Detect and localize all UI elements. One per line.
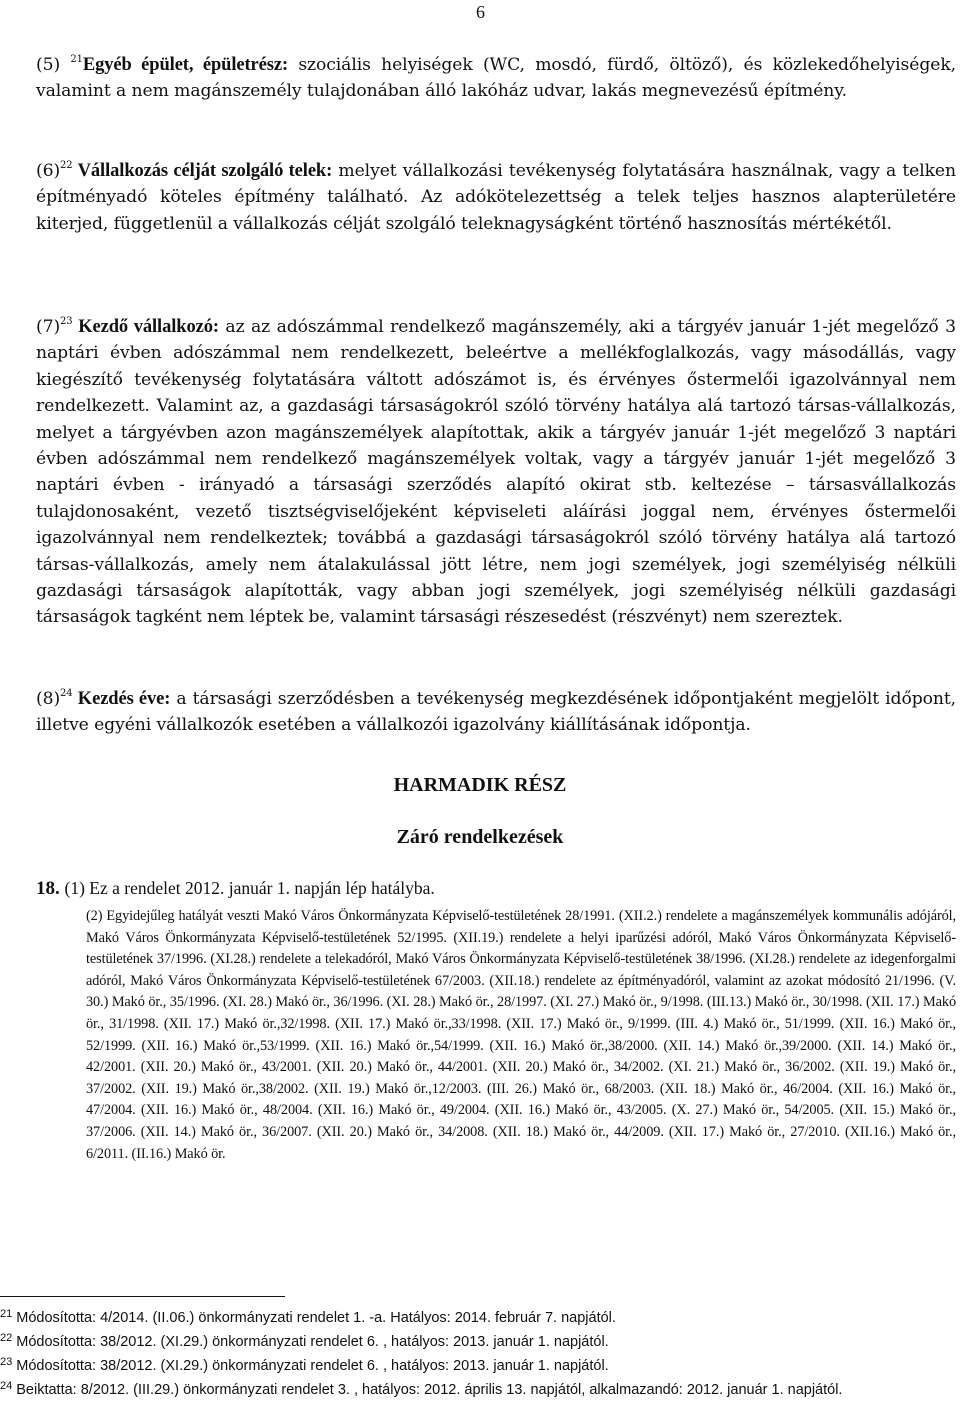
paragraph-5 (36, 52, 956, 105)
paragraph-6-label: (6) (36, 161, 61, 181)
footnote-number: 22 (0, 1332, 13, 1344)
footnote-text: Beiktatta: 8/2012. (III.29.) önkormányzati rendelet 3. , hatályos: 2012. április 13. napjától, alkalmazandó: 2012. január 1. napjától. (16, 1382, 843, 1398)
footnote-ref-22[interactable]: 22 (60, 160, 73, 171)
paragraph-6 (36, 158, 956, 237)
paragraph-7-text: az az adószámmal rendelkező magánszemély, aki a tárgyév január 1-jét megelőző 3 naptári évben adószámmal nem rendelkezett, beleértve a mellékfoglalkozás, vagy másodállás, vagy kiegészítő tevékenység folytatására váltott adószámot is, és érvényes őstermelői igazolvánnyal nem rendelkezett. Valamint az, a gazdasági társaságokról szóló törvény hatálya alá tartozó társas-vállalkozás, melyet a tárgyévben azon magánszemélyek alapítottak, akik a tárgyév január 1-jét megelőző 3 naptári évben adószámmal nem rendelkező magánszemélyek voltak, vagy a tárgyév január 1-jét megelőző 3 naptári évben - irányadó a társasági szerződés alapító okirat stb. keltezése – társasvállalkozás tulajdonosaként, vezető tisztségviselőjeként képviseleti aláírási joggal nem, érvényes őstermelői igazolvánnyal nem rendelkeztek; továbbá a gazdasági társaságokról szóló törvény hatálya alá tartozó társas-vállalkozás, amely nem átalakulással jött létre, nem jogi személyek, jogi személyiség nélküli gazdasági társaságok alapították, vagy abban jogi személyek, jogi személyiség nélküli gazdasági társaságok tagként nem léptek be, valamint társasági részesedést (részvényt) nem szereztek. (36, 317, 956, 628)
footnote-ref-23[interactable]: 23 (60, 316, 73, 327)
chapter-heading: Záró rendelkezések (396, 826, 564, 848)
footnote-divider (0, 1296, 285, 1297)
footnote-text: Módosította: 38/2012. (XI.29.) önkormányzati rendelet 6. , hatályos: 2013. január 1. napjától. (16, 1334, 609, 1350)
part-heading: HARMADIK RÉSZ (393, 774, 567, 796)
paragraph-8-text: a társasági szerződésben a tevékenység megkezdésének időpontjaként megjelölt időpont, illetve egyéni vállalkozók esetében a vállalkozói igazolvány kiállításának időpontja. (36, 689, 956, 736)
paragraph-5-label: (5) (36, 55, 71, 75)
footnote-22 (0, 1330, 956, 1354)
paragraph-8 (36, 686, 956, 739)
footnote-ref-24[interactable]: 24 (60, 688, 73, 699)
footnote-ref-21[interactable]: 21 (70, 54, 83, 65)
footnote-23 (0, 1354, 956, 1378)
footnote-text: Módosította: 38/2012. (XI.29.) önkormányzati rendelet 6. , hatályos: 2013. január 1. napjától. (16, 1358, 609, 1374)
section-18-item-2: (2) Egyidejűleg hatályát veszti Makó Város Önkormányzata Képviselő-testületének 28/1991. (XII.2.) rendelete a magánszemélyek kommunális adójáról, Makó Város Önkormányzata Képviselő-testületének 52/1995. (XII.19.) rendelete a helyi iparűzési adóról, Makó Város Önkormányzata Képviselő-testületének 37/1996. (XI.28.) rendelete a telekadóról, Makó Város Önkormányzata Képviselő-testületének 38/1996. (XI.28.) rendelete az idegenforgalmi adóról, Makó Város Önkormányzata Képviselő-testületének 67/2003. (XII.18.) rendelete az építményadóról, valamint az azokat módosító 21/1996. (V. 30.) Makó ör., 35/1996. (XI. 28.) Makó ör., 36/1996. (XI. 28.) Makó ör., 28/1997. (XI. 27.) Makó ör., 9/1998. (III.13.) Makó ör., 30/1998. (XII. 17.) Makó ör., 31/1998. (XII. 17.) Makó ör.,32/1998. (XII. 17.) Makó ör.,33/1998. (XII. 17.) Makó ör., 9/1999. (III. 4.) Makó ör., 51/1999. (XII. 16.) Makó ör., 52/1999. (XII. 16.) Makó ör.,53/1999. (XII. 16.) Makó ör.,54/1999. (XII. 16.) Makó ör.,38/2000. (XII. 14.) Makó ör.,39/2000. (XII. 14.) Makó ör., 42/2001. (XII. 20.) Makó ör., 43/2001. (XII. 20.) Makó ör., 44/2001. (XII. 20.) Makó ör., 34/2002. (XI. 21.) Makó ör., 36/2002. (XII. 19.) Makó ör., 37/2002. (XII. 19.) Makó ör.,38/2002. (XII. 19.) Makó ör.,12/2003. (III. 26.) Makó ör., 68/2003. (XII. 18.) Makó ör., 46/2004. (XII. 16.) Makó ör., 47/2004. (XII. 16.) Makó ör., 48/2004. (XII. 16.) Makó ör., 49/2004. (XII. 16.) Makó ör., 43/2005. (X. 27.) Makó ör., 54/2005. (XII. 15.) Makó ör., 37/2006. (XII. 14.) Makó ör., 36/2007. (XII. 20.) Makó ör., 34/2008. (XII. 18.) Makó ör., 44/2009. (XII. 17.) Makó ör., 27/2010. (XII.16.) Makó ör., 6/2011. (II.16.) Makó ör. (86, 908, 956, 1162)
footnotes (0, 1306, 956, 1402)
paragraph-7-label: (7) (36, 317, 61, 337)
footnote-24 (0, 1378, 956, 1402)
footnote-number: 23 (0, 1356, 13, 1368)
term-egyeb-epulet: Egyéb épület, épületrész: (82, 55, 289, 75)
section-18-item-1: (1) Ez a rendelet 2012. január 1. napján lép hatályba. (64, 878, 435, 898)
paragraph-5-text: szociális helyiségek (WC, mosdó, fürdő, öltöző), és közlekedőhelyiségek, valamint a nem magánszemély tulajdonában álló lakóház udvar, lakás megnevezésű építmény. (36, 55, 956, 102)
section-18-number: 18. (36, 878, 65, 899)
term-kezdo-vallalkozo: Kezdő vállalkozó: (72, 317, 219, 337)
term-kezdes-eve: Kezdés éve: (72, 689, 171, 709)
section-18 (36, 878, 435, 900)
footnote-text: Módosította: 4/2014. (II.06.) önkormányzati rendelet 1. -a. Hatályos: 2014. február 7. napjától. (16, 1310, 616, 1326)
paragraph-6-text: melyet vállalkozási tevékenység folytatására használnak, vagy a telken építményadó köteles építmény található. Az adókötelezettség a telek teljes hasznos alapterületére kiterjed, függetlenül a vállalkozás célját szolgáló teleknagyságként történő hasznosítás mértékétől. (36, 161, 956, 234)
footnote-21 (0, 1306, 956, 1330)
term-vallalkozas-celjat-szolgalo-telek: Vállalkozás célját szolgáló telek: (72, 161, 333, 181)
footnote-number: 21 (0, 1308, 13, 1320)
footnote-number: 24 (0, 1380, 13, 1392)
paragraph-8-label: (8) (36, 689, 61, 709)
page-number: 6 (476, 2, 485, 22)
paragraph-7 (36, 314, 956, 631)
